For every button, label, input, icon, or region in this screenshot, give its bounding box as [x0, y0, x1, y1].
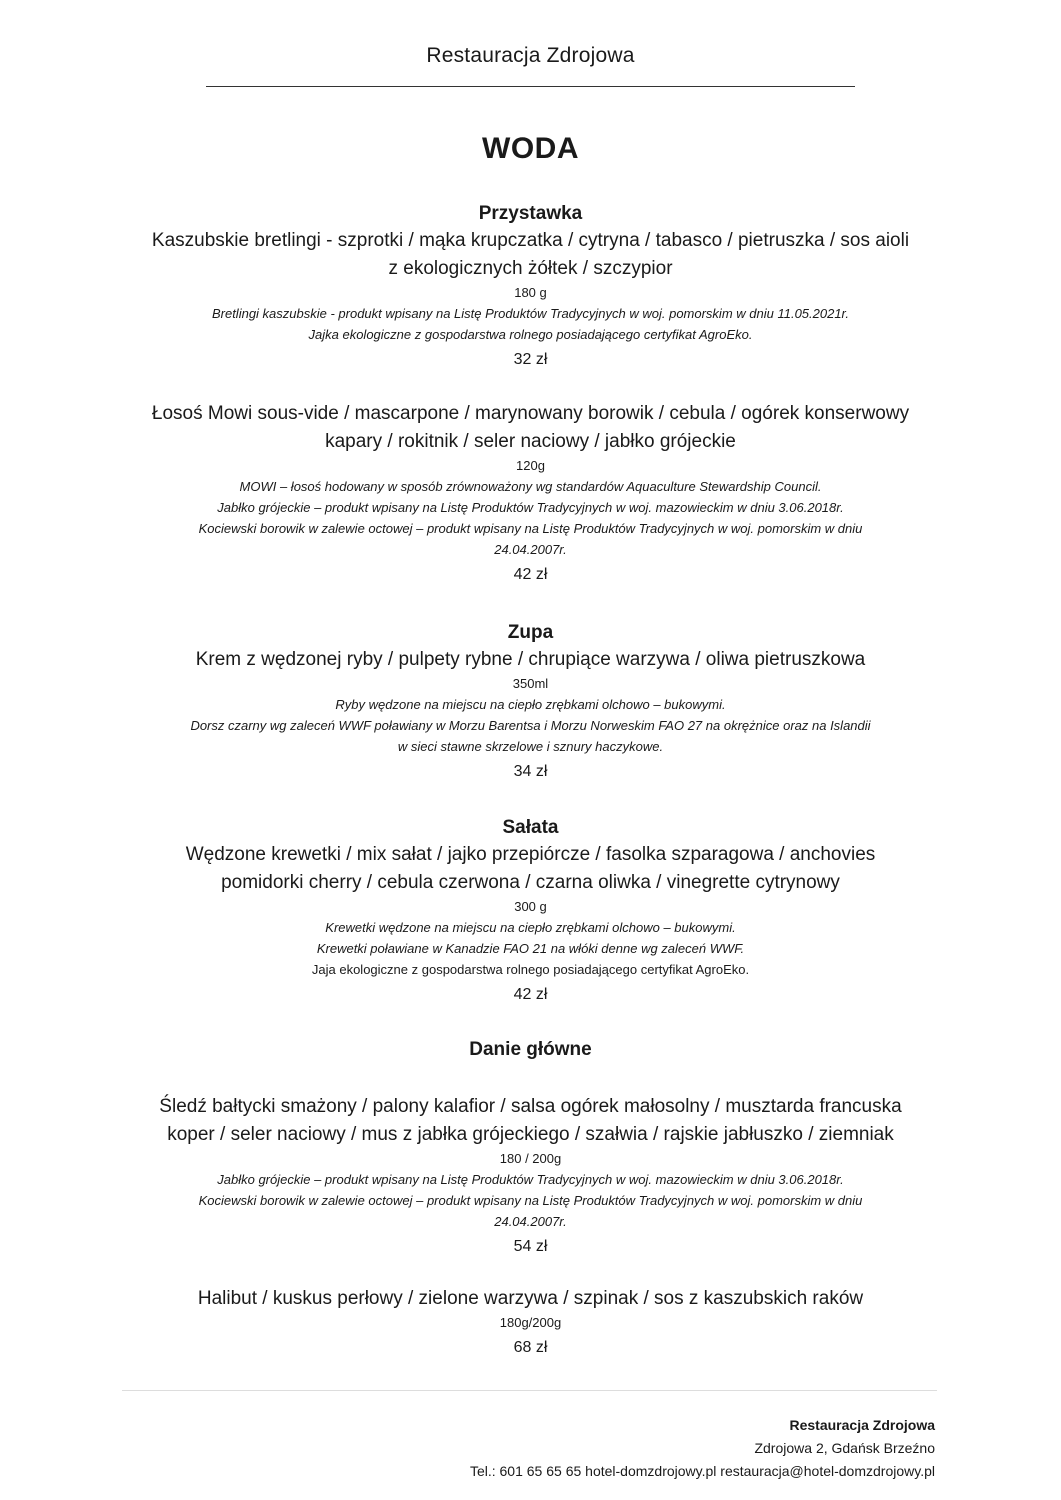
dish-note: Jaja ekologiczne z gospodarstwa rolnego posiadającego certyfikat AgroEko. — [311, 962, 750, 977]
dish-description-line: Halibut / kuskus perłowy / zielone warzywa / szpinak / sos z kaszubskich raków — [197, 1288, 864, 1309]
dish-weight: 120g — [516, 458, 545, 473]
course-heading: Sałata — [502, 817, 559, 838]
menu-item-zupa — [120, 620, 941, 785]
dish-note: Jabłko grójeckie – produkt wpisany na Listę Produktów Tradycyjnych w woj. mazowieckim w dniu 3.06.2018r. — [217, 1172, 844, 1187]
dish-description-line: pomidorki cherry / cebula czerwona / czarna oliwka / vinegrette cytrynowy — [221, 872, 840, 893]
dish-note: 24.04.2007r. — [494, 542, 567, 557]
dish-price: 54 zł — [513, 1238, 548, 1255]
dish-weight: 180 / 200g — [499, 1151, 562, 1166]
dish-weight: 180g/200g — [499, 1315, 562, 1330]
course-heading: Zupa — [507, 622, 554, 643]
header-divider — [206, 86, 855, 87]
dish-description-line: Kaszubskie bretlingi - szprotki / mąka krupczatka / cytryna / tabasco / pietruszka / sos aioli — [151, 230, 910, 251]
dish-description-line: kapary / rokitnik / seler naciowy / jabłko grójeckie — [325, 431, 736, 452]
dish-note: 24.04.2007r. — [494, 1214, 567, 1229]
dish-note: Krewetki wędzone na miejscu na ciepło zrębkami olchowo – bukowymi. — [325, 920, 736, 935]
footer-contact: Tel.: 601 65 65 65 hotel-domzdrojowy.pl restauracja@hotel-domzdrojowy.pl — [469, 1463, 935, 1479]
course-heading: Przystawka — [478, 203, 583, 224]
menu-item-losos — [120, 400, 941, 588]
dish-price: 42 zł — [513, 566, 548, 583]
dish-price: 68 zł — [513, 1339, 548, 1356]
dish-price: 42 zł — [513, 986, 548, 1003]
header-title: Restauracja Zdrojowa — [426, 44, 635, 67]
dish-note: Jajka ekologiczne z gospodarstwa rolnego posiadającego certyfikat AgroEko. — [308, 327, 753, 342]
dish-description-line: z ekologicznych żółtek / szczypior — [388, 258, 673, 279]
dish-note: Jabłko grójeckie – produkt wpisany na Listę Produktów Tradycyjnych w woj. mazowieckim w dniu 3.06.2018r. — [217, 500, 844, 515]
dish-note: w sieci stawne skrzelowe i sznury haczykowe. — [397, 739, 664, 754]
footer-address: Zdrojowa 2, Gdańsk Brzeźno — [754, 1440, 935, 1456]
course-heading: Danie główne — [469, 1039, 592, 1060]
dish-description-line: Łosoś Mowi sous-vide / mascarpone / marynowany borowik / cebula / ogórek konserwowy — [151, 403, 910, 424]
footer — [470, 1414, 935, 1483]
dish-weight: 350ml — [512, 676, 549, 691]
dish-note: Bretlingi kaszubskie - produkt wpisany na Listę Produktów Tradycyjnych w woj. pomorskim w dniu 11.05.2021r. — [211, 306, 850, 321]
dish-price: 32 zł — [513, 351, 548, 368]
dish-price: 34 zł — [513, 763, 548, 780]
footer-restaurant-name: Restauracja Zdrojowa — [789, 1417, 935, 1433]
dish-note: Kociewski borowik w zalewie octowej – produkt wpisany na Listę Produktów Tradycyjnych w woj. pomorskim w dniu — [198, 1193, 863, 1208]
menu-item-salata — [120, 815, 941, 1008]
footer-divider — [122, 1390, 937, 1391]
dish-description-line: Śledź bałtycki smażony / palony kalafior / salsa ogórek małosolny / musztarda francuska — [159, 1096, 902, 1117]
dish-note: MOWI – łosoś hodowany w sposób zrównoważony wg standardów Aquaculture Stewardship Council. — [239, 479, 822, 494]
dish-weight: 300 g — [514, 899, 547, 914]
dish-note: Krewetki poławiane w Kanadzie FAO 21 na włóki denne wg zaleceń WWF. — [316, 941, 745, 956]
dish-weight: 180 g — [514, 285, 547, 300]
dish-description-line: koper / seler naciowy / mus z jabłka grójeckiego / szałwia / rajskie jabłuszko / ziemniak — [167, 1124, 894, 1145]
dish-note: Dorsz czarny wg zaleceń WWF poławiany w Morzu Barentsa i Morzu Norweskim FAO 27 na okrężnice oraz na Islandii — [190, 718, 871, 733]
section-title: WODA — [482, 132, 579, 165]
dish-note: Ryby wędzone na miejscu na ciepło zrębkami olchowo – bukowymi. — [335, 697, 726, 712]
menu-item-bretlingi — [120, 201, 941, 373]
course-heading-container — [120, 1037, 941, 1063]
menu-item-sledz — [120, 1093, 941, 1260]
dish-note: Kociewski borowik w zalewie octowej – produkt wpisany na Listę Produktów Tradycyjnych w woj. pomorskim w dniu — [198, 521, 863, 536]
menu-item-halibut — [120, 1285, 941, 1361]
dish-description-line: Wędzone krewetki / mix sałat / jajko przepiórcze / fasolka szparagowa / anchovies — [185, 844, 876, 865]
dish-description-line: Krem z wędzonej ryby / pulpety rybne / chrupiące warzywa / oliwa pietruszkowa — [195, 649, 866, 670]
